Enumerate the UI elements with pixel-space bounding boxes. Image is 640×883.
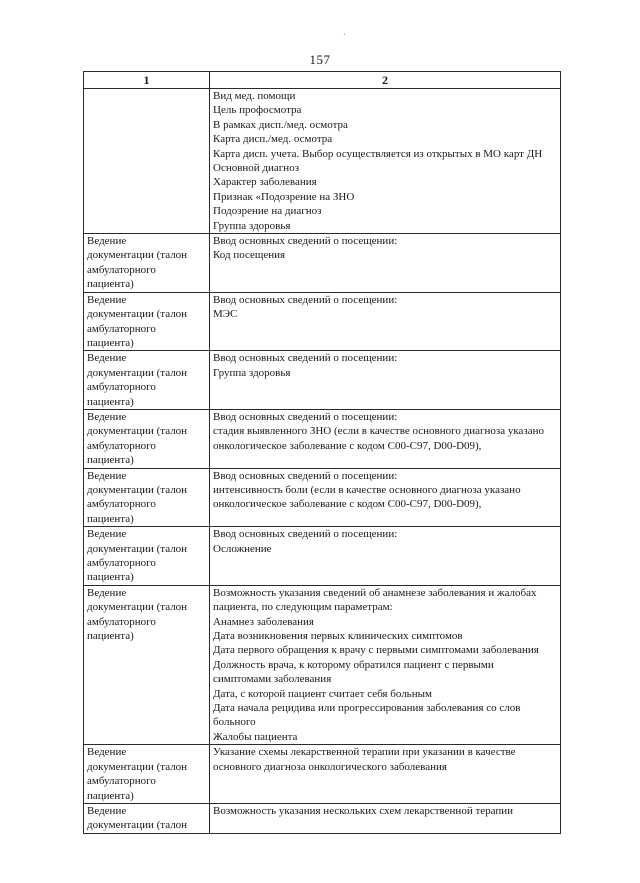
cell-text-line: документации (талон — [87, 601, 188, 614]
table-row — [84, 527, 561, 586]
cell-text-line: Подозрение на диагноз — [213, 205, 322, 218]
cell-text-line: Ведение — [87, 804, 127, 817]
cell-text-line: Ведение — [87, 528, 127, 541]
column-header: 1 — [84, 72, 210, 89]
cell-text-line: пациента) — [87, 512, 134, 525]
section-cell — [84, 803, 210, 833]
section-cell — [84, 745, 210, 804]
cell-text-line: Анамнез заболевания — [213, 615, 314, 628]
cell-text-line: Ведение — [87, 410, 127, 423]
cell-text-line: пациента) — [87, 630, 134, 643]
cell-text-line: Ведение — [87, 469, 127, 482]
cell-text-line: Карта дисп./мед. осмотра — [213, 133, 333, 146]
cell-text-line: амбулаторного — [87, 322, 156, 335]
cell-text-line: амбулаторного — [87, 557, 156, 569]
table-row — [84, 745, 561, 804]
cell-text-line: Признак «Подозрение на ЗНО — [213, 190, 355, 203]
cell-text-line: документации (талон — [87, 425, 188, 438]
cell-text-line: документации (талон — [87, 366, 188, 379]
cell-text-line: основного диагноза онкологического заболевания — [213, 760, 447, 773]
function-cell — [210, 89, 561, 234]
cell-text-line: Группа здоровья — [213, 366, 291, 379]
cell-text-line: Ведение — [87, 586, 127, 599]
cell-text-line: Ввод основных сведений о посещении: — [213, 352, 398, 365]
table-row — [84, 292, 561, 351]
cell-text-line: документации (талон — [87, 819, 188, 832]
cell-text-line: амбулаторного — [87, 775, 156, 788]
section-cell — [84, 351, 210, 410]
cell-text-line: В рамках дисп./мед. осмотра — [213, 118, 348, 131]
table-row — [84, 351, 561, 410]
cell-text-line: Основной диагноз — [213, 162, 300, 175]
cell-text-line: Ввод основных сведений о посещении: — [213, 528, 398, 541]
cell-text-line: Дата начала рецидива или прогрессирования заболевания со слов — [213, 702, 521, 715]
cell-text-line: Код посещения — [213, 249, 286, 262]
cell-text-line: пациента) — [87, 336, 134, 349]
cell-text-line: Ведение — [87, 352, 127, 365]
section-cell — [84, 585, 210, 744]
table-body — [84, 89, 561, 834]
cell-text-line: документации (талон — [87, 308, 188, 321]
section-cell — [84, 89, 210, 234]
section-cell — [84, 468, 210, 527]
function-cell — [210, 745, 561, 804]
function-cell — [210, 292, 561, 351]
cell-text-line: амбулаторного — [87, 439, 156, 452]
cell-text-line: симптомами заболевания — [213, 673, 332, 686]
cell-text-line: амбулаторного — [87, 263, 156, 276]
function-cell — [210, 351, 561, 410]
cell-text-line: онкологическое заболевание с кодом С00-С97, D00-D09), — [213, 439, 482, 452]
cell-text-line: пациента) — [87, 454, 134, 467]
table-row — [84, 803, 561, 833]
cell-text-line: Дата, с которой пациент считает себя больным — [213, 687, 432, 700]
cell-text-line: Ведение — [87, 746, 127, 759]
function-cell — [210, 585, 561, 744]
function-cell — [210, 527, 561, 586]
cell-text-line: Карта дисп. учета. Выбор осуществляется из открытых в МО карт ДН — [213, 147, 543, 160]
cell-text-line: Указание схемы лекарственной терапии при указании в качестве — [213, 746, 516, 759]
cell-text-line: пациента, по следующим параметрам: — [213, 601, 393, 614]
cell-text-line: Возможность указания нескольких схем лекарственной терапии — [213, 804, 514, 817]
section-cell — [84, 234, 210, 293]
cell-text-line: больного — [213, 716, 256, 729]
cell-text-line: Характер заболевания — [213, 176, 317, 189]
function-cell — [210, 468, 561, 527]
table-row — [84, 234, 561, 293]
table-header-row — [84, 72, 561, 89]
table-row — [84, 89, 561, 234]
page-number: 157 — [309, 52, 331, 67]
function-cell — [210, 234, 561, 293]
function-cell — [210, 409, 561, 468]
cell-text-line: Ввод основных сведений о посещении: — [213, 410, 398, 423]
function-cell — [210, 803, 561, 833]
cell-text-line: МЭС — [213, 308, 238, 321]
cell-text-line: пациента) — [87, 789, 134, 802]
cell-text-line: Осложнение — [213, 542, 272, 555]
cell-text-line: интенсивность боли (если в качестве основного диагноза указано — [213, 483, 521, 496]
requirements-table — [83, 71, 561, 834]
cell-text-line: документации (талон — [87, 542, 188, 555]
cell-text-line: документации (талон — [87, 760, 188, 773]
cell-text-line: амбулаторного — [87, 498, 156, 511]
cell-text-line: Ввод основных сведений о посещении: — [213, 235, 398, 248]
cell-text-line: Ввод основных сведений о посещении: — [213, 293, 398, 306]
table-row — [84, 409, 561, 468]
cell-text-line: Возможность указания сведений об анамнезе заболевания и жалобах — [213, 586, 537, 599]
cell-text-line: пациента) — [87, 395, 134, 408]
cell-text-line: Цель профосмотра — [213, 104, 302, 117]
cell-text-line: Группа здоровья — [213, 219, 291, 232]
cell-text-line: Дата первого обращения к врачу с первыми симптомами заболевания — [213, 644, 539, 657]
page-mark: · — [343, 30, 346, 39]
table-row — [84, 468, 561, 527]
section-cell — [84, 292, 210, 351]
cell-text-line: документации (талон — [87, 249, 188, 262]
cell-text-line: Жалобы пациента — [213, 730, 298, 743]
column-header: 2 — [210, 72, 561, 89]
cell-text-line: Ведение — [87, 235, 127, 248]
cell-text-line: Ведение — [87, 293, 127, 306]
cell-text-line: пациента) — [87, 571, 134, 584]
table-row — [84, 585, 561, 744]
cell-text-line: Ввод основных сведений о посещении: — [213, 469, 398, 482]
cell-text-line: Дата возникновения первых клинических симптомов — [213, 630, 463, 643]
section-cell — [84, 409, 210, 468]
cell-text-line: документации (талон — [87, 483, 188, 496]
section-cell — [84, 527, 210, 586]
cell-text-line: амбулаторного — [87, 381, 156, 394]
cell-text-line: онкологическое заболевание с кодом С00-С97, D00-D09), — [213, 498, 482, 511]
cell-text-line: пациента) — [87, 278, 134, 291]
cell-text-line: Должность врача, к которому обратился пациент с первыми — [213, 658, 494, 671]
cell-text-line: амбулаторного — [87, 615, 156, 628]
cell-text-line: Вид мед. помощи — [213, 90, 296, 102]
cell-text-line: стадия выявленного ЗНО (если в качестве основного диагноза указано — [213, 425, 545, 438]
